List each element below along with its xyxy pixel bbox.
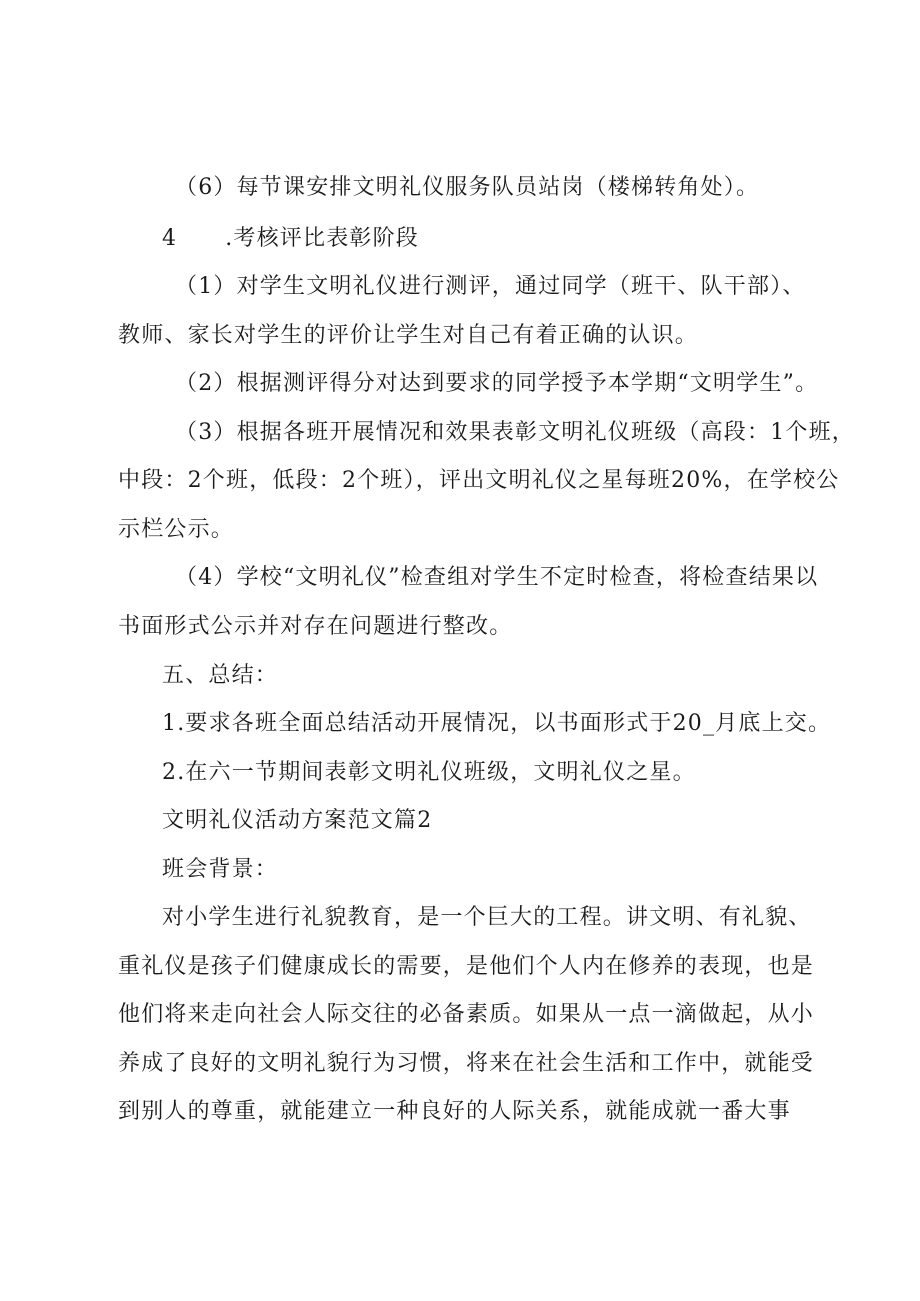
article-title: 文明礼仪活动方案范文篇2 [162, 808, 433, 833]
paragraph-line: 中段：2个班，低段：2个班），评出文明礼仪之星每班20%，在学校公 [118, 468, 840, 493]
paragraph-line: （6）每节课安排文明礼仪服务队员站岗（楼梯转角处）。 [175, 175, 760, 200]
paragraph-line: （2）根据测评得分对达到要求的同学授予本学期“文明学生”。 [175, 371, 819, 396]
paragraph-line: 对小学生进行礼貌教育，是一个巨大的工程。讲文明、有礼貌、 [162, 905, 812, 930]
paragraph-line: （1）对学生文明礼仪进行测评，通过同学（班干、队干部）、 [175, 274, 806, 299]
section-heading: 五、总结： [162, 663, 279, 688]
section-heading: 班会背景： [162, 857, 279, 882]
paragraph-line: 教师、家长对学生的评价让学生对自己有着正确的认识。 [118, 323, 699, 348]
paragraph-line: （3）根据各班开展情况和效果表彰文明礼仪班级（高段：1个班， [175, 420, 855, 445]
paragraph-line: 1.要求各班全面总结活动开展情况，以书面形式于20_月底上交。 [162, 711, 832, 736]
section-heading [162, 224, 838, 254]
paragraph-line: （4）学校“文明礼仪”检查组对学生不定时检查，将检查结果以 [175, 565, 819, 590]
paragraph-line: 他们将来走向社会人际交往的必备素质。如果从一点一滴做起，从小 [118, 1002, 815, 1027]
paragraph-line: 养成了良好的文明礼貌行为习惯，将来在社会生活和工作中，就能受 [118, 1051, 815, 1076]
paragraph-line: 重礼仪是孩子们健康成长的需要，是他们个人内在修养的表现，也是 [118, 954, 815, 979]
paragraph-line: 2.在六一节期间表彰文明礼仪班级，文明礼仪之星。 [162, 760, 696, 785]
paragraph-line: 书面形式公示并对存在问题进行整改。 [118, 614, 513, 639]
paragraph-line: 到别人的尊重，就能建立一种良好的人际关系，就能成就一番大事 [118, 1099, 791, 1124]
paragraph-line: 示栏公示。 [118, 517, 235, 542]
section-number: 4 [162, 226, 178, 251]
section-title: .考核评比表彰阶段 [225, 226, 419, 251]
